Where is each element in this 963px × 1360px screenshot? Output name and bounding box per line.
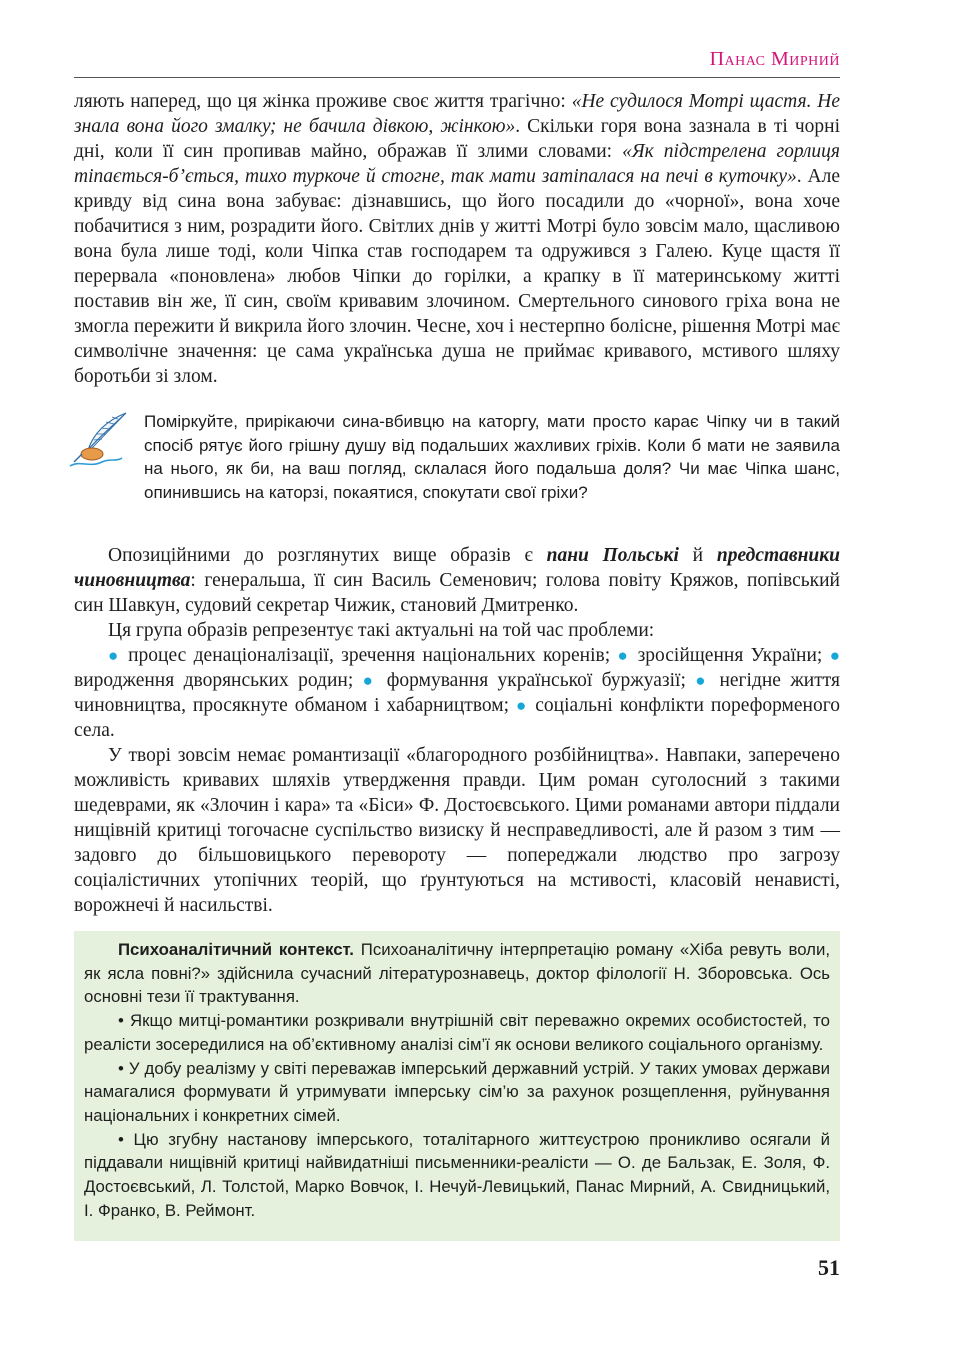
bullet-icon: ●: [695, 671, 711, 690]
page-number: 51: [818, 1255, 840, 1280]
problem-item: формування української буржуазії;: [386, 670, 696, 691]
quote-italic-2: «Як підстрелена горлиця тіпається-б’ється, тихо туркоче й стогне, так мати затіпалася на печі в куточку»: [74, 141, 840, 187]
problem-item: зросійщення України;: [637, 645, 830, 666]
context-heading: Психоаналітичний контекст.: [118, 940, 354, 959]
problem-item: соціальні конфлікти пореформеного села.: [74, 695, 840, 741]
paragraph-problems-intro: Ця група образів репрезентує такі актуальні на той час проблеми:: [108, 620, 655, 641]
problem-item: процес денаціоналізації, зречення національних коренів;: [128, 645, 618, 666]
textbook-page: [74, 0, 840, 1360]
main-text-block-2: [74, 543, 840, 918]
context-content: [84, 938, 830, 1222]
problem-item: виродження дворянських родин;: [74, 670, 363, 691]
paragraph-motria: ляють наперед, що ця жінка проживе своє життя трагічно: «Не судилося Мотрі щастя. Не знала вона його змалку; не бачила дівкою, жінкою». Скільки горя вона зазнала в ті чорні дні, коли її син пропивав майно, ображав її злими словами: «Як підстрелена горлиця тіпається-б’ється, тихо туркоче й стогне, так мати затіпалася на печі в куточку». Але кривду від сина вона забуває: дізнавшись, що його посадили до «чорної», вона хоче побачитися з ним, розрадити його. Світлих днів у житті Мотрі було зовсім мало, щасливою вона була лише тоді, коли Чіпка став господарем та одружився з Галею. Куце щастя її перервала «поновлена» любов Чіпки до горілки, а крапку в її материнському житті поставив він же, її син, своїм кривавим злочином. Смертельного синового гріха вона не змогла пережити й викрила його злочин. Чесне, хоч і нестерпно болісне, рішення Мотрі має символічне значення: це сама українська душа не приймає кривавого, мстивого шляху боротьби зі злом.: [74, 91, 841, 387]
bullet-icon: ●: [108, 646, 121, 665]
context-point: • Цю згубну настанову імперського, тоталітарного життєустрою проникливо осягали й піддавали нищівній критиці найвидатніші письменники-реалісти — О. де Бальзак, Е. Золя, Ф. Достоєвський, Л. Толстой, Марко Вовчок, І. Нечуй-Левицький, Панас Мирний, А. Свидницький, І. Франко, В. Реймонт.: [84, 1129, 830, 1220]
context-point: • Якщо митці-романтики розкривали внутрішній світ переважно окремих особистостей, то реалісти зосередилися на об’єктивному аналізі сім’ї як основи великого соціального організму.: [84, 1011, 830, 1054]
quill-pen-icon: [68, 410, 130, 472]
paragraph-romanticization: У творі зовсім немає романтизації «благородного розбійництва». Навпаки, заперечено можливість кривавих шляхів утвердження правди. Цим роман суголосний з такими шедеврами, як «Злочин і кара» та «Біси» Ф. Достоєвського. Цими романами автори піддали нищівній критиці тогочасне суспільство визиску й несправедливості, але й разом з тим — задовго до більшовицького перевороту — попереджали людство про загрозу соціалістичних утопічних теорій, що ґрунтуються на мстивості, класовій ненависті, ворожнечі й насильстві.: [74, 745, 840, 916]
paragraph-opposition: Опозиційними до розглянутих вище образів є пани Польські й представники чиновництва: генеральша, її син Василь Семенович; голова повіту Кряжов, попівський син Шавкун, судовий секретар Чижик, становий Дмитренко.: [74, 545, 840, 616]
running-header-author: Панас Мирний: [709, 48, 840, 70]
problems-list: [74, 643, 840, 743]
main-text-block-1: [74, 89, 840, 389]
psychoanalytic-context-box: [74, 931, 840, 1241]
context-intro: Психоаналітичний контекст. Психоаналітичну інтерпретацію роману «Хіба ревуть воли, як ясла повні?» здійснила сучасний літературознавець, доктор філології Н. Зборовська. Ось основні тези її трактування.: [84, 940, 830, 1007]
term-pany-polski: пани Польські: [546, 545, 679, 566]
bullet-icon: ●: [829, 646, 840, 665]
reflection-task: Поміркуйте, прирікаючи сина-вбивцю на каторгу, мати просто карає Чіпку чи в такий спосіб рятує його грішну душу від подальших жахливих гріхів. Коли б мати не заявила на нього, як би, на ваш погляд, склалася його подальша доля? Чи має Чіпка шанс, опинившись на каторзі, покаятися, спокутати свої гріхи?: [144, 412, 840, 503]
bullet-icon: ●: [362, 671, 378, 690]
bullet-icon: ●: [515, 696, 529, 715]
context-point: • У добу реалізму у світі переважав імперський державний устрій. У таких умовах держави намагалися формувати й утримувати імперську сім’ю за рахунок розщеплення, руйнування національних і конкретних сімей.: [84, 1058, 830, 1125]
header-divider: [74, 77, 840, 78]
bullet-icon: ●: [617, 646, 631, 665]
term-officials: представники чиновництва: [74, 545, 840, 591]
quote-italic-1: «Не судилося Мотрі щастя. Не знала вона його змалку; не бачила дівкою, жінкою»: [74, 91, 841, 137]
problem-item: негідне життя чиновництва, просякнуте обманом і хабарництвом;: [74, 670, 841, 716]
